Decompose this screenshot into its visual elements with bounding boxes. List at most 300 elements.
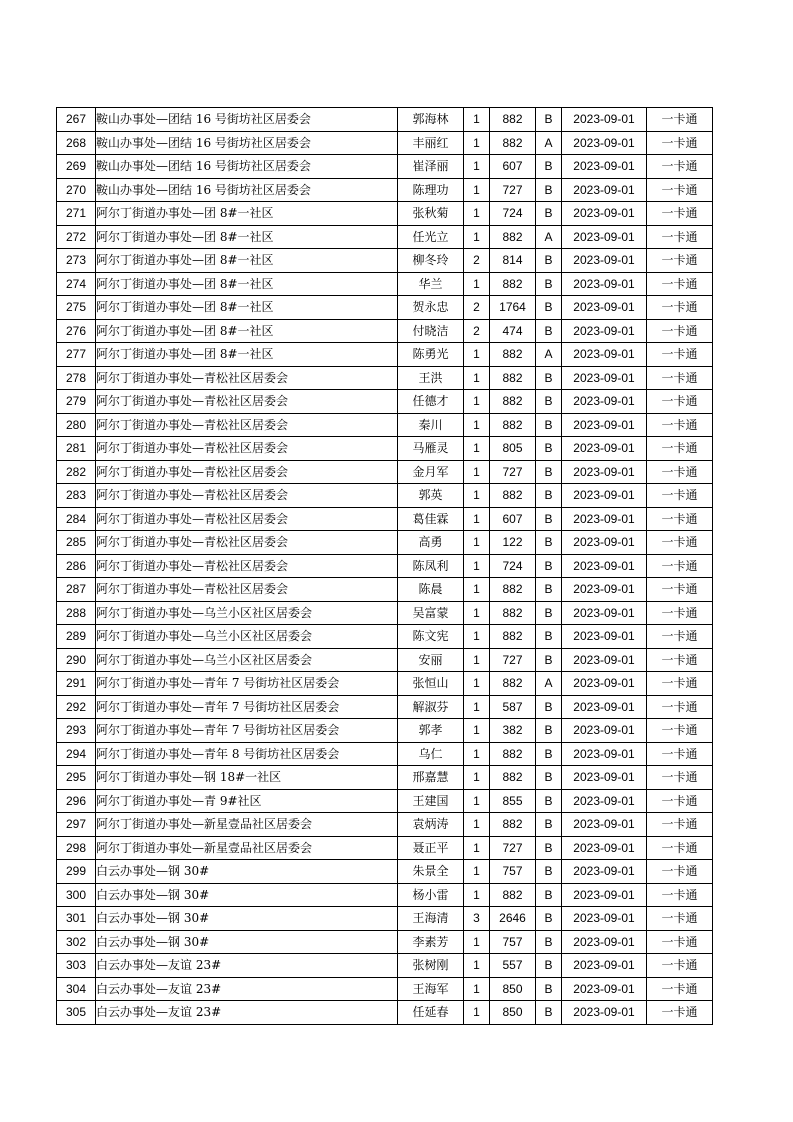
row-number-cell: 278 — [57, 366, 96, 390]
organization-cell: 阿尔丁街道办事处—团 8#一社区 — [96, 319, 398, 343]
person-name-cell: 陈晨 — [398, 578, 464, 602]
payment-method-cell: 一卡通 — [647, 507, 713, 531]
table-row — [57, 625, 713, 649]
person-name-cell: 吴富蒙 — [398, 601, 464, 625]
person-name-cell: 陈文宪 — [398, 625, 464, 649]
date-cell: 2023-09-01 — [562, 977, 647, 1001]
person-name-cell: 陈凤利 — [398, 554, 464, 578]
date-cell: 2023-09-01 — [562, 531, 647, 555]
count-cell: 1 — [464, 930, 490, 954]
date-cell: 2023-09-01 — [562, 813, 647, 837]
date-cell: 2023-09-01 — [562, 225, 647, 249]
amount-cell: 882 — [490, 742, 536, 766]
table-row — [57, 343, 713, 367]
payment-method-cell: 一卡通 — [647, 578, 713, 602]
table-row — [57, 883, 713, 907]
person-name-cell: 乌仁 — [398, 742, 464, 766]
table-row — [57, 531, 713, 555]
organization-cell: 阿尔丁街道办事处—新星壹品社区居委会 — [96, 813, 398, 837]
amount-cell: 727 — [490, 460, 536, 484]
count-cell: 1 — [464, 390, 490, 414]
table-row — [57, 648, 713, 672]
date-cell: 2023-09-01 — [562, 296, 647, 320]
date-cell: 2023-09-01 — [562, 131, 647, 155]
organization-cell: 阿尔丁街道办事处—青年 7 号街坊社区居委会 — [96, 719, 398, 743]
table-row — [57, 672, 713, 696]
organization-cell: 阿尔丁街道办事处—团 8#一社区 — [96, 202, 398, 226]
organization-cell: 白云办事处—钢 30# — [96, 930, 398, 954]
organization-cell: 阿尔丁街道办事处—新星壹品社区居委会 — [96, 836, 398, 860]
grade-cell: B — [536, 625, 562, 649]
organization-cell: 阿尔丁街道办事处—乌兰小区社区居委会 — [96, 648, 398, 672]
date-cell: 2023-09-01 — [562, 202, 647, 226]
person-name-cell: 任德才 — [398, 390, 464, 414]
payment-method-cell: 一卡通 — [647, 272, 713, 296]
table-row — [57, 554, 713, 578]
person-name-cell: 付晓洁 — [398, 319, 464, 343]
payment-method-cell: 一卡通 — [647, 460, 713, 484]
count-cell: 1 — [464, 601, 490, 625]
amount-cell: 882 — [490, 366, 536, 390]
person-name-cell: 王海清 — [398, 907, 464, 931]
organization-cell: 阿尔丁街道办事处—青松社区居委会 — [96, 460, 398, 484]
row-number-cell: 279 — [57, 390, 96, 414]
payment-method-cell: 一卡通 — [647, 907, 713, 931]
table-row — [57, 601, 713, 625]
payment-method-cell: 一卡通 — [647, 437, 713, 461]
grade-cell: A — [536, 225, 562, 249]
organization-cell: 阿尔丁街道办事处—青松社区居委会 — [96, 507, 398, 531]
amount-cell: 122 — [490, 531, 536, 555]
date-cell: 2023-09-01 — [562, 390, 647, 414]
date-cell: 2023-09-01 — [562, 437, 647, 461]
payment-method-cell: 一卡通 — [647, 742, 713, 766]
grade-cell: B — [536, 178, 562, 202]
date-cell: 2023-09-01 — [562, 578, 647, 602]
grade-cell: B — [536, 155, 562, 179]
payment-method-cell: 一卡通 — [647, 836, 713, 860]
table-row — [57, 719, 713, 743]
count-cell: 1 — [464, 343, 490, 367]
row-number-cell: 290 — [57, 648, 96, 672]
organization-cell: 阿尔丁街道办事处—青松社区居委会 — [96, 413, 398, 437]
person-name-cell: 王建国 — [398, 789, 464, 813]
row-number-cell: 288 — [57, 601, 96, 625]
organization-cell: 白云办事处—钢 30# — [96, 883, 398, 907]
organization-cell: 白云办事处—钢 30# — [96, 907, 398, 931]
amount-cell: 882 — [490, 225, 536, 249]
table-row — [57, 954, 713, 978]
row-number-cell: 300 — [57, 883, 96, 907]
person-name-cell: 杨小雷 — [398, 883, 464, 907]
payment-method-cell: 一卡通 — [647, 225, 713, 249]
payment-method-cell: 一卡通 — [647, 202, 713, 226]
date-cell: 2023-09-01 — [562, 836, 647, 860]
count-cell: 1 — [464, 860, 490, 884]
table-row — [57, 319, 713, 343]
person-name-cell: 张秋菊 — [398, 202, 464, 226]
organization-cell: 阿尔丁街道办事处—青松社区居委会 — [96, 554, 398, 578]
grade-cell: B — [536, 719, 562, 743]
count-cell: 1 — [464, 954, 490, 978]
payment-method-cell: 一卡通 — [647, 789, 713, 813]
person-name-cell: 任延春 — [398, 1001, 464, 1025]
organization-cell: 阿尔丁街道办事处—青年 7 号街坊社区居委会 — [96, 695, 398, 719]
organization-cell: 鞍山办事处—团结 16 号街坊社区居委会 — [96, 108, 398, 132]
count-cell: 1 — [464, 813, 490, 837]
table-row — [57, 813, 713, 837]
amount-cell: 882 — [490, 813, 536, 837]
organization-cell: 阿尔丁街道办事处—青 9#社区 — [96, 789, 398, 813]
payment-method-cell: 一卡通 — [647, 860, 713, 884]
count-cell: 1 — [464, 695, 490, 719]
payment-method-cell: 一卡通 — [647, 930, 713, 954]
person-name-cell: 任光立 — [398, 225, 464, 249]
grade-cell: B — [536, 1001, 562, 1025]
payment-method-cell: 一卡通 — [647, 390, 713, 414]
grade-cell: B — [536, 930, 562, 954]
row-number-cell: 296 — [57, 789, 96, 813]
table-body — [57, 108, 713, 1025]
grade-cell: B — [536, 319, 562, 343]
person-name-cell: 邢嘉慧 — [398, 766, 464, 790]
grade-cell: A — [536, 343, 562, 367]
date-cell: 2023-09-01 — [562, 601, 647, 625]
table-row — [57, 202, 713, 226]
grade-cell: B — [536, 977, 562, 1001]
table-row — [57, 413, 713, 437]
amount-cell: 587 — [490, 695, 536, 719]
count-cell: 1 — [464, 366, 490, 390]
count-cell: 1 — [464, 131, 490, 155]
amount-cell: 727 — [490, 178, 536, 202]
grade-cell: B — [536, 860, 562, 884]
table-row — [57, 930, 713, 954]
date-cell: 2023-09-01 — [562, 930, 647, 954]
date-cell: 2023-09-01 — [562, 484, 647, 508]
organization-cell: 阿尔丁街道办事处—团 8#一社区 — [96, 343, 398, 367]
organization-cell: 白云办事处—友谊 23# — [96, 977, 398, 1001]
table-row — [57, 296, 713, 320]
date-cell: 2023-09-01 — [562, 249, 647, 273]
organization-cell: 白云办事处—友谊 23# — [96, 954, 398, 978]
table-row — [57, 366, 713, 390]
count-cell: 1 — [464, 554, 490, 578]
grade-cell: B — [536, 249, 562, 273]
person-name-cell: 陈勇光 — [398, 343, 464, 367]
table-row — [57, 907, 713, 931]
table-row — [57, 578, 713, 602]
payment-method-cell: 一卡通 — [647, 343, 713, 367]
table-row — [57, 860, 713, 884]
organization-cell: 鞍山办事处—团结 16 号街坊社区居委会 — [96, 131, 398, 155]
table-row — [57, 225, 713, 249]
grade-cell: B — [536, 390, 562, 414]
row-number-cell: 272 — [57, 225, 96, 249]
count-cell: 1 — [464, 789, 490, 813]
count-cell: 2 — [464, 319, 490, 343]
grade-cell: B — [536, 813, 562, 837]
date-cell: 2023-09-01 — [562, 883, 647, 907]
table-row — [57, 742, 713, 766]
person-name-cell: 王洪 — [398, 366, 464, 390]
payment-method-cell: 一卡通 — [647, 1001, 713, 1025]
table-row — [57, 484, 713, 508]
payment-method-cell: 一卡通 — [647, 319, 713, 343]
count-cell: 1 — [464, 437, 490, 461]
amount-cell: 882 — [490, 625, 536, 649]
payment-method-cell: 一卡通 — [647, 719, 713, 743]
count-cell: 1 — [464, 578, 490, 602]
records-table — [56, 107, 713, 1025]
organization-cell: 阿尔丁街道办事处—团 8#一社区 — [96, 249, 398, 273]
count-cell: 1 — [464, 1001, 490, 1025]
date-cell: 2023-09-01 — [562, 413, 647, 437]
amount-cell: 882 — [490, 601, 536, 625]
organization-cell: 阿尔丁街道办事处—团 8#一社区 — [96, 296, 398, 320]
row-number-cell: 284 — [57, 507, 96, 531]
amount-cell: 882 — [490, 766, 536, 790]
grade-cell: A — [536, 672, 562, 696]
row-number-cell: 275 — [57, 296, 96, 320]
payment-method-cell: 一卡通 — [647, 954, 713, 978]
table-row — [57, 131, 713, 155]
row-number-cell: 281 — [57, 437, 96, 461]
grade-cell: A — [536, 131, 562, 155]
date-cell: 2023-09-01 — [562, 672, 647, 696]
organization-cell: 阿尔丁街道办事处—乌兰小区社区居委会 — [96, 601, 398, 625]
person-name-cell: 华兰 — [398, 272, 464, 296]
person-name-cell: 郭海林 — [398, 108, 464, 132]
row-number-cell: 294 — [57, 742, 96, 766]
payment-method-cell: 一卡通 — [647, 155, 713, 179]
grade-cell: B — [536, 836, 562, 860]
row-number-cell: 274 — [57, 272, 96, 296]
grade-cell: B — [536, 695, 562, 719]
row-number-cell: 291 — [57, 672, 96, 696]
payment-method-cell: 一卡通 — [647, 766, 713, 790]
amount-cell: 382 — [490, 719, 536, 743]
payment-method-cell: 一卡通 — [647, 883, 713, 907]
table-row — [57, 1001, 713, 1025]
row-number-cell: 269 — [57, 155, 96, 179]
grade-cell: B — [536, 366, 562, 390]
amount-cell: 724 — [490, 202, 536, 226]
organization-cell: 白云办事处—钢 30# — [96, 860, 398, 884]
amount-cell: 474 — [490, 319, 536, 343]
amount-cell: 814 — [490, 249, 536, 273]
amount-cell: 757 — [490, 860, 536, 884]
row-number-cell: 287 — [57, 578, 96, 602]
count-cell: 1 — [464, 766, 490, 790]
amount-cell: 850 — [490, 1001, 536, 1025]
row-number-cell: 295 — [57, 766, 96, 790]
row-number-cell: 303 — [57, 954, 96, 978]
date-cell: 2023-09-01 — [562, 343, 647, 367]
date-cell: 2023-09-01 — [562, 954, 647, 978]
amount-cell: 724 — [490, 554, 536, 578]
count-cell: 1 — [464, 625, 490, 649]
date-cell: 2023-09-01 — [562, 178, 647, 202]
date-cell: 2023-09-01 — [562, 648, 647, 672]
date-cell: 2023-09-01 — [562, 860, 647, 884]
payment-method-cell: 一卡通 — [647, 977, 713, 1001]
payment-method-cell: 一卡通 — [647, 178, 713, 202]
amount-cell: 882 — [490, 108, 536, 132]
date-cell: 2023-09-01 — [562, 1001, 647, 1025]
table-row — [57, 437, 713, 461]
payment-method-cell: 一卡通 — [647, 554, 713, 578]
grade-cell: B — [536, 742, 562, 766]
count-cell: 1 — [464, 836, 490, 860]
amount-cell: 882 — [490, 672, 536, 696]
payment-method-cell: 一卡通 — [647, 695, 713, 719]
amount-cell: 607 — [490, 507, 536, 531]
row-number-cell: 271 — [57, 202, 96, 226]
row-number-cell: 293 — [57, 719, 96, 743]
organization-cell: 阿尔丁街道办事处—青松社区居委会 — [96, 484, 398, 508]
row-number-cell: 292 — [57, 695, 96, 719]
count-cell: 1 — [464, 883, 490, 907]
grade-cell: B — [536, 883, 562, 907]
date-cell: 2023-09-01 — [562, 108, 647, 132]
date-cell: 2023-09-01 — [562, 319, 647, 343]
count-cell: 1 — [464, 460, 490, 484]
organization-cell: 阿尔丁街道办事处—青松社区居委会 — [96, 437, 398, 461]
table-row — [57, 460, 713, 484]
amount-cell: 850 — [490, 977, 536, 1001]
date-cell: 2023-09-01 — [562, 460, 647, 484]
amount-cell: 882 — [490, 883, 536, 907]
organization-cell: 阿尔丁街道办事处—青年 7 号街坊社区居委会 — [96, 672, 398, 696]
row-number-cell: 273 — [57, 249, 96, 273]
table-row — [57, 789, 713, 813]
payment-method-cell: 一卡通 — [647, 413, 713, 437]
amount-cell: 607 — [490, 155, 536, 179]
organization-cell: 鞍山办事处—团结 16 号街坊社区居委会 — [96, 155, 398, 179]
count-cell: 1 — [464, 531, 490, 555]
payment-method-cell: 一卡通 — [647, 648, 713, 672]
person-name-cell: 秦川 — [398, 413, 464, 437]
person-name-cell: 袁炳涛 — [398, 813, 464, 837]
amount-cell: 882 — [490, 484, 536, 508]
payment-method-cell: 一卡通 — [647, 131, 713, 155]
amount-cell: 882 — [490, 578, 536, 602]
row-number-cell: 282 — [57, 460, 96, 484]
organization-cell: 阿尔丁街道办事处—团 8#一社区 — [96, 272, 398, 296]
table-row — [57, 108, 713, 132]
date-cell: 2023-09-01 — [562, 907, 647, 931]
row-number-cell: 304 — [57, 977, 96, 1001]
payment-method-cell: 一卡通 — [647, 296, 713, 320]
table-row — [57, 977, 713, 1001]
count-cell: 1 — [464, 648, 490, 672]
grade-cell: B — [536, 554, 562, 578]
person-name-cell: 张恒山 — [398, 672, 464, 696]
organization-cell: 阿尔丁街道办事处—青松社区居委会 — [96, 531, 398, 555]
row-number-cell: 276 — [57, 319, 96, 343]
grade-cell: B — [536, 954, 562, 978]
person-name-cell: 金月军 — [398, 460, 464, 484]
count-cell: 1 — [464, 742, 490, 766]
table-row — [57, 390, 713, 414]
count-cell: 1 — [464, 413, 490, 437]
grade-cell: B — [536, 202, 562, 226]
row-number-cell: 285 — [57, 531, 96, 555]
count-cell: 1 — [464, 108, 490, 132]
date-cell: 2023-09-01 — [562, 625, 647, 649]
person-name-cell: 张树刚 — [398, 954, 464, 978]
grade-cell: B — [536, 507, 562, 531]
amount-cell: 855 — [490, 789, 536, 813]
date-cell: 2023-09-01 — [562, 272, 647, 296]
organization-cell: 阿尔丁街道办事处—团 8#一社区 — [96, 225, 398, 249]
person-name-cell: 郭英 — [398, 484, 464, 508]
grade-cell: B — [536, 578, 562, 602]
date-cell: 2023-09-01 — [562, 789, 647, 813]
organization-cell: 阿尔丁街道办事处—青年 8 号街坊社区居委会 — [96, 742, 398, 766]
amount-cell: 882 — [490, 390, 536, 414]
count-cell: 1 — [464, 225, 490, 249]
person-name-cell: 朱景全 — [398, 860, 464, 884]
row-number-cell: 305 — [57, 1001, 96, 1025]
grade-cell: B — [536, 296, 562, 320]
amount-cell: 882 — [490, 343, 536, 367]
count-cell: 1 — [464, 507, 490, 531]
organization-cell: 阿尔丁街道办事处—青松社区居委会 — [96, 578, 398, 602]
row-number-cell: 289 — [57, 625, 96, 649]
payment-method-cell: 一卡通 — [647, 108, 713, 132]
organization-cell: 鞍山办事处—团结 16 号街坊社区居委会 — [96, 178, 398, 202]
grade-cell: B — [536, 437, 562, 461]
count-cell: 2 — [464, 296, 490, 320]
grade-cell: B — [536, 648, 562, 672]
date-cell: 2023-09-01 — [562, 766, 647, 790]
grade-cell: B — [536, 766, 562, 790]
organization-cell: 阿尔丁街道办事处—乌兰小区社区居委会 — [96, 625, 398, 649]
organization-cell: 阿尔丁街道办事处—钢 18#一社区 — [96, 766, 398, 790]
person-name-cell: 安丽 — [398, 648, 464, 672]
date-cell: 2023-09-01 — [562, 155, 647, 179]
grade-cell: B — [536, 789, 562, 813]
amount-cell: 1764 — [490, 296, 536, 320]
payment-method-cell: 一卡通 — [647, 484, 713, 508]
table-row — [57, 836, 713, 860]
row-number-cell: 299 — [57, 860, 96, 884]
person-name-cell: 马雁灵 — [398, 437, 464, 461]
grade-cell: B — [536, 484, 562, 508]
amount-cell: 882 — [490, 413, 536, 437]
person-name-cell: 崔泽丽 — [398, 155, 464, 179]
organization-cell: 白云办事处—友谊 23# — [96, 1001, 398, 1025]
table-row — [57, 249, 713, 273]
count-cell: 1 — [464, 977, 490, 1001]
person-name-cell: 贺永忠 — [398, 296, 464, 320]
person-name-cell: 高勇 — [398, 531, 464, 555]
payment-method-cell: 一卡通 — [647, 625, 713, 649]
count-cell: 1 — [464, 202, 490, 226]
row-number-cell: 283 — [57, 484, 96, 508]
row-number-cell: 280 — [57, 413, 96, 437]
table-row — [57, 766, 713, 790]
row-number-cell: 301 — [57, 907, 96, 931]
row-number-cell: 270 — [57, 178, 96, 202]
person-name-cell: 丰丽红 — [398, 131, 464, 155]
amount-cell: 757 — [490, 930, 536, 954]
person-name-cell: 王海军 — [398, 977, 464, 1001]
payment-method-cell: 一卡通 — [647, 366, 713, 390]
person-name-cell: 陈理功 — [398, 178, 464, 202]
